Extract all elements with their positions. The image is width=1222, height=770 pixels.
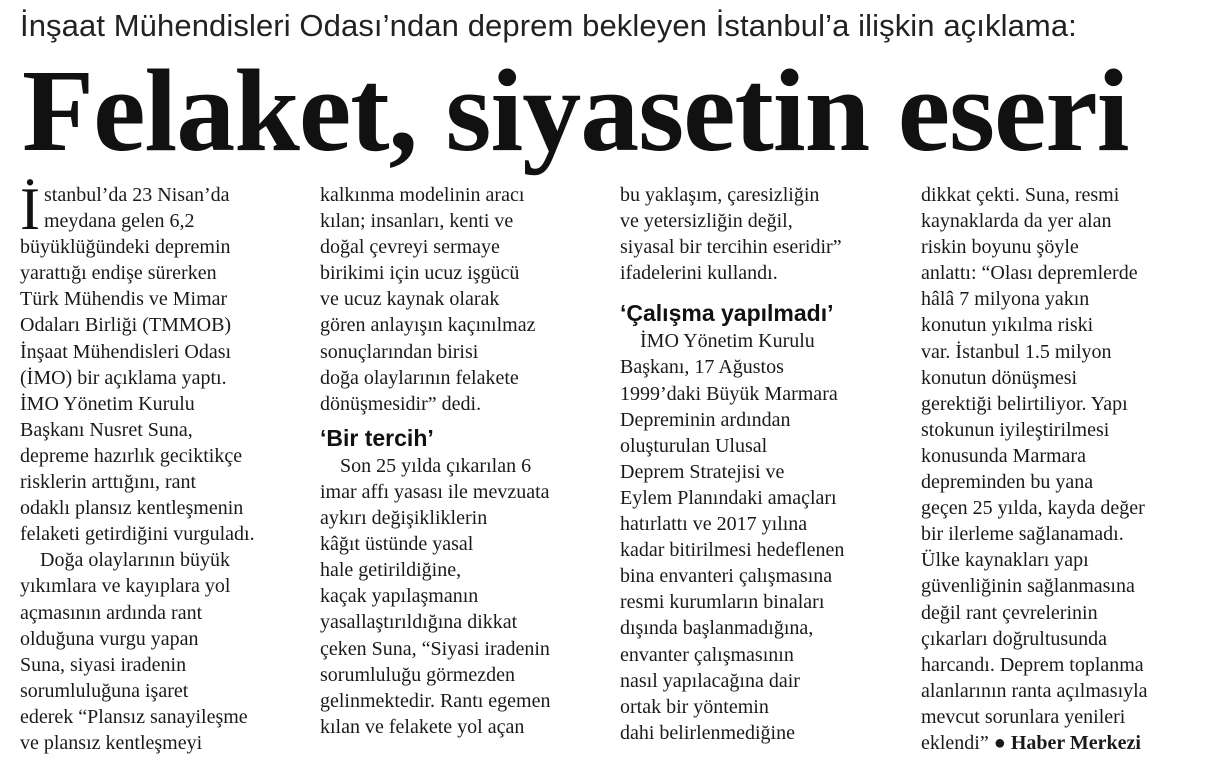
text-line: alanlarının ranta açılmasıyla <box>921 679 1148 702</box>
text-line: konusunda Marmara <box>921 444 1086 467</box>
text-line: çeken Suna, “Siyasi iradenin <box>320 637 550 660</box>
text-line: eklendi” <box>921 731 989 754</box>
text-line: odaklı plansız kentleşmenin <box>20 497 244 520</box>
text-line: değil rant çevrelerinin <box>921 601 1098 624</box>
text-line: risklerin arttığını, rant <box>20 471 197 494</box>
subhead-calisma-yapilmadi: ‘Çalışma yapılmadı’ <box>620 300 834 327</box>
text-line: var. İstanbul 1.5 milyon <box>921 340 1112 363</box>
col1-para1 <box>20 176 302 547</box>
text-line: kaçak yapılaşmanın <box>320 585 479 608</box>
text-line: hale getirildiğine, <box>320 559 462 582</box>
text-line: ortak bir yöntemin <box>620 695 769 718</box>
text-line: yarattığı endişe sürerken <box>20 262 217 285</box>
text-line: İnşaat Mühendisleri Odası <box>20 340 232 363</box>
text-line: hatırlattı ve 2017 yılına <box>620 513 808 536</box>
text-line: gören anlayışın kaçınılmaz <box>320 314 536 337</box>
kicker: İnşaat Mühendisleri Odası’ndan deprem bekleyen İstanbul’a ilişkin açıklama: <box>20 8 1077 43</box>
text-line: dışında başlanmadığına, <box>620 617 814 640</box>
text-line: Başkanı Nusret Suna, <box>20 418 193 441</box>
text-line: konutun dönüşmesi <box>921 366 1078 389</box>
text-line: yıkımlara ve kayıplara yol <box>20 575 231 598</box>
text-line: Başkanı, 17 Ağustos <box>620 356 784 379</box>
signature-line <box>921 730 1203 756</box>
text-line: Türk Mühendis ve Mimar <box>20 288 228 311</box>
text-line: bir ilerleme sağlanamadı. <box>921 523 1124 546</box>
text-line: sonuçlarından birisi <box>320 340 479 363</box>
text-line: aykırı değişikliklerin <box>320 507 488 530</box>
text-line: dönüşmesidir” dedi. <box>320 392 482 415</box>
text-line: Deprem Stratejisi ve <box>620 460 785 483</box>
text-line: anlattı: “Olası depremlerde <box>921 262 1138 285</box>
text-line: Suna, siyasi iradenin <box>20 653 187 676</box>
text-line: sorumluluğu görmezden <box>320 663 515 686</box>
column-4 <box>921 182 1203 756</box>
text-line: Odaları Birliği (TMMOB) <box>20 314 232 337</box>
byline: Haber Merkezi <box>1010 731 1141 754</box>
headline: Felaket, siyasetin eseri <box>22 45 1129 176</box>
text-line: ve ucuz kaynak olarak <box>320 288 500 311</box>
text-line: resmi kurumların binaları <box>620 591 825 614</box>
text-line: açmasının ardında rant <box>20 601 203 624</box>
text-line: Ülke kaynakları yapı <box>921 549 1089 572</box>
text-line: ve yetersizliğin değil, <box>620 210 793 233</box>
text-line: dikkat çekti. Suna, resmi <box>921 184 1120 206</box>
col3-para1 <box>620 182 902 286</box>
subhead-bir-tercih: ‘Bir tercih’ <box>320 424 434 451</box>
text-line: sorumluluğuna işaret <box>20 679 189 702</box>
text-line: gelinmektedir. Rantı egemen <box>320 689 551 712</box>
text-line: stanbul’da 23 Nisan’da <box>43 184 230 206</box>
text-line: Eylem Planındaki amaçları <box>620 486 837 509</box>
text-line: gerektiği belirtiliyor. Yapı <box>921 392 1128 415</box>
text-line: güvenliğinin sağlanmasına <box>921 575 1135 598</box>
drop-cap: İ <box>20 176 40 242</box>
text-line: İMO Yönetim Kurulu <box>20 392 195 415</box>
text-line: ve plansız kentleşmeyi <box>20 731 203 754</box>
text-line: siyasal bir tercihin eseridir” <box>620 236 842 259</box>
text-line: imar affı yasası ile mevzuata <box>320 480 550 503</box>
text-line: hâlâ 7 milyona yakın <box>921 288 1090 311</box>
text-line: Depreminin ardından <box>620 408 791 431</box>
text-line: büyüklüğündeki depremin <box>20 236 231 259</box>
text-line: harcandı. Deprem toplanma <box>921 653 1144 676</box>
text-line: dahi belirlenmediğine <box>620 721 795 744</box>
text-line: bina envanteri çalışmasına <box>620 565 833 588</box>
text-line: envanter çalışmasının <box>620 643 794 666</box>
text-line: birikimi için ucuz işgücü <box>320 262 520 285</box>
text-line: nasıl yapılacağına dair <box>620 669 800 692</box>
text-line: kalkınma modelinin aracı <box>320 184 525 206</box>
text-line: stokunun iyileştirilmesi <box>921 418 1110 441</box>
column-2 <box>320 182 602 740</box>
text-line: riskin boyunu şöyle <box>921 236 1079 259</box>
col4-para1 <box>921 182 1203 756</box>
text-line: depreme hazırlık geciktikçe <box>20 444 243 467</box>
text-line: yasallaştırıldığına dikkat <box>320 611 518 634</box>
text-line: meydana gelen 6,2 <box>43 210 195 233</box>
text-line: doğal çevreyi sermaye <box>320 236 500 259</box>
text-line: felaketi getirdiğini vurguladı. <box>20 523 255 546</box>
column-3 <box>620 182 902 746</box>
text-line: kaynaklarda da yer alan <box>921 210 1112 233</box>
text-line: geçen 25 yılda, kayda değer <box>921 497 1145 520</box>
text-line: çıkarları doğrultusunda <box>921 627 1108 650</box>
text-line: (İMO) bir açıklama yaptı. <box>20 366 227 389</box>
text-line: kadar bitirilmesi hedeflenen <box>620 539 845 562</box>
text-line: doğa olaylarının felakete <box>320 366 519 389</box>
text-line: 1999’daki Büyük Marmara <box>620 382 838 405</box>
text-line: ederek “Plansız sanayileşme <box>20 705 248 728</box>
text-line: konutun yıkılma riski <box>921 314 1094 337</box>
text-line: kâğıt üstünde yasal <box>320 533 474 556</box>
column-1 <box>20 176 302 756</box>
bullet-icon: ● <box>993 731 1006 754</box>
text-line: kılan; insanları, kenti ve <box>320 210 514 233</box>
col1-para2 <box>20 547 302 756</box>
text-line: olduğuna vurgu yapan <box>20 627 199 650</box>
text-line: Doğa olaylarının büyük <box>40 549 230 572</box>
col2-para2 <box>320 453 602 740</box>
text-line: bu yaklaşım, çaresizliğin <box>620 184 820 206</box>
text-line: kılan ve felakete yol açan <box>320 715 525 738</box>
text-line: mevcut sorunlara yenileri <box>921 705 1126 728</box>
text-line: Son 25 yılda çıkarılan 6 <box>340 454 532 477</box>
text-line: oluşturulan Ulusal <box>620 434 768 457</box>
col3-para2 <box>620 328 902 746</box>
text-line: ifadelerini kullandı. <box>620 262 778 285</box>
text-line: İMO Yönetim Kurulu <box>640 330 815 353</box>
text-line: depreminden bu yana <box>921 471 1094 494</box>
col2-para1 <box>320 182 602 417</box>
